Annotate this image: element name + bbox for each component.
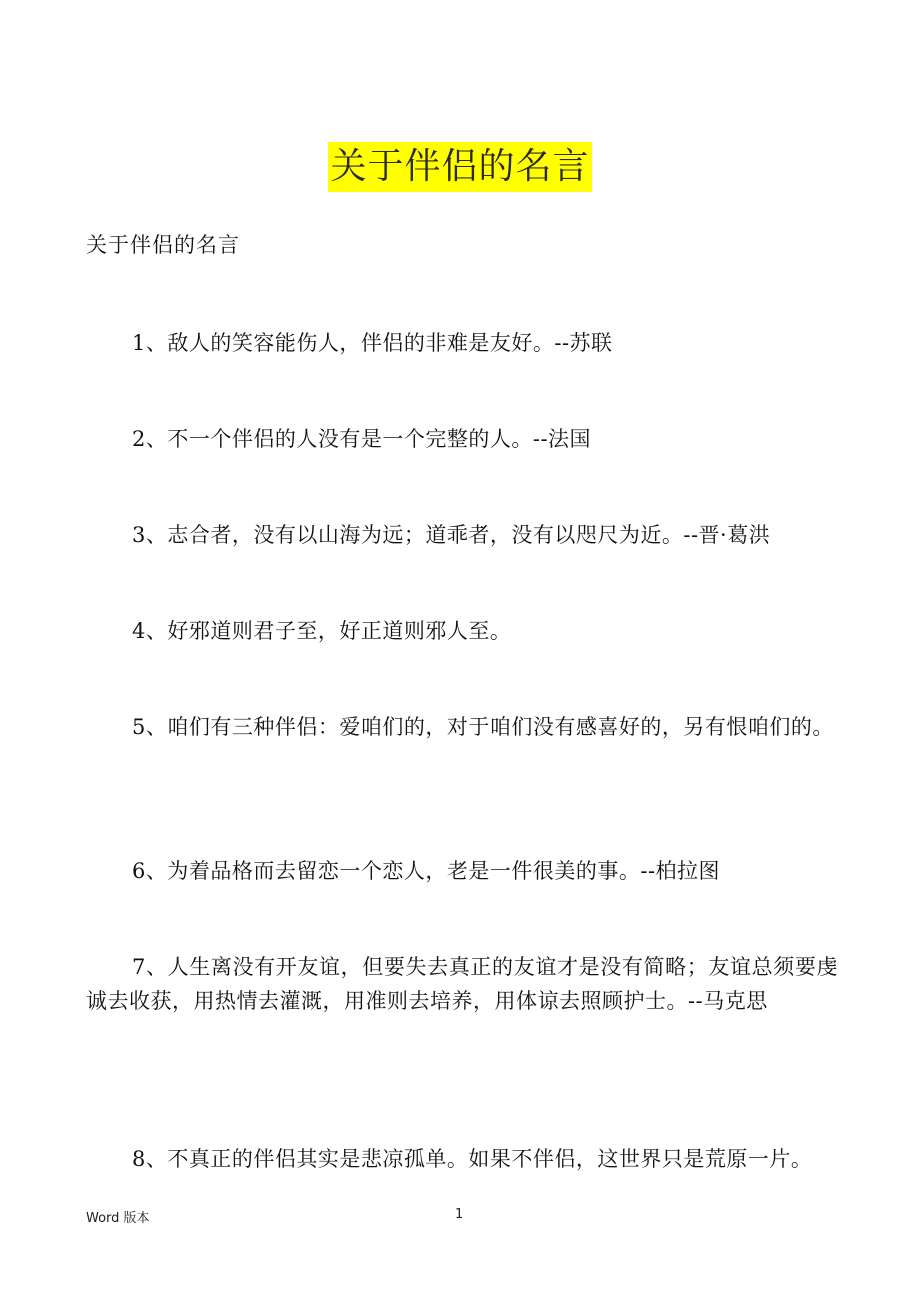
- quote-item: 7、人生离没有开友谊，但要失去真正的友谊才是没有简略；友谊总须要虔诚去收获，用热情去灌溉，用准则去培养，用体谅去照顾护士。--马克思: [86, 955, 838, 1013]
- quote-item: 5、咱们有三种伴侣：爱咱们的，对于咱们没有感喜好的，另有恨咱们的。: [132, 715, 834, 739]
- footer-page-number: 1: [455, 1207, 464, 1222]
- footer-version-label: Word 版本: [86, 1211, 150, 1226]
- title-container: [0, 142, 920, 192]
- document-title: 关于伴侣的名言: [328, 142, 591, 192]
- document-subtitle: 关于伴侣的名言: [86, 233, 240, 257]
- quote-item: 3、志合者，没有以山海为远；道乖者，没有以咫尺为近。--晋·葛洪: [132, 523, 771, 547]
- quote-item: 2、不一个伴侣的人没有是一个完整的人。--法国: [132, 427, 592, 451]
- quote-item: 6、为着品格而去留恋一个恋人，老是一件很美的事。--柏拉图: [132, 859, 721, 883]
- quote-item: 4、好邪道则君子至，好正道则邪人至。: [132, 619, 512, 643]
- quote-item: 8、不真正的伴侣其实是悲凉孤单。如果不伴侣，这世界只是荒原一片。: [132, 1147, 813, 1171]
- quote-item: 1、敌人的笑容能伤人，伴侣的非难是友好。--苏联: [132, 331, 613, 355]
